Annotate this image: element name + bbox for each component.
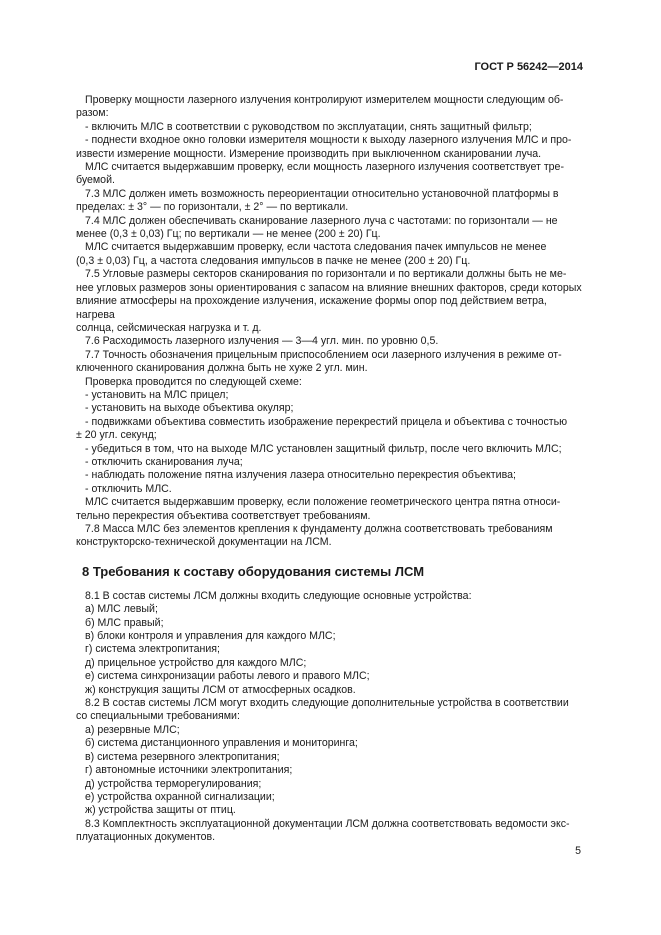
list-item: - установить на МЛС прицел;	[85, 388, 229, 401]
clause-8-2: со специальными требованиями:	[76, 710, 240, 723]
clause-7-3: пределах: ± 3° — по горизонтали, ± 2° — по вертикали.	[76, 201, 349, 214]
list-item: ж) конструкция защиты ЛСМ от атмосферных осадков.	[85, 683, 356, 696]
list-item: д) прицельное устройство для каждого МЛС;	[85, 656, 307, 669]
list-item: г) автономные источники электропитания;	[85, 764, 293, 777]
list-item: - отключить сканирования луча;	[85, 455, 243, 468]
standard-code: ГОСТ Р 56242—2014	[474, 61, 583, 73]
list-item: - поднести входное окно головки измерителя мощности к выходу лазерного излучения МЛС и про-	[85, 134, 572, 147]
list-item: б) МЛС правый;	[85, 616, 164, 629]
list-item: ± 20 угл. секунд;	[76, 429, 157, 442]
paragraph: разом:	[76, 107, 109, 120]
document-body	[76, 94, 584, 845]
list-item: - установить на выходе объектива окуляр;	[85, 402, 294, 415]
paragraph: тельно перекрестия объектива соответствует требованиям.	[76, 509, 371, 522]
clause-7-5: влияние атмосферы на прохождение излучения, искажение формы опор под действием ветра, нагрева	[76, 295, 547, 321]
page-number: 5	[575, 845, 581, 857]
list-item: а) резервные МЛС;	[85, 723, 180, 736]
clause-7-8: 7.8 Масса МЛС без элементов крепления к фундаменту должна соответствовать требованиям	[85, 523, 553, 535]
list-item: г) система электропитания;	[85, 643, 220, 656]
list-item: в) система резервного электропитания;	[85, 750, 280, 763]
list-item: б) система дистанционного управления и мониторинга;	[85, 737, 358, 750]
list-item: а) МЛС левый;	[85, 603, 158, 616]
paragraph: МЛС считается выдержавшим проверку, если мощность лазерного излучения соответствует тре-	[85, 161, 564, 174]
list-item: ж) устройства защиты от птиц.	[85, 804, 236, 817]
paragraph: Проверка проводится по следующей схеме:	[85, 375, 302, 388]
paragraph: МЛС считается выдержавшим проверку, если частота следования пачек импульсов не менее	[85, 241, 547, 254]
list-item: е) устройства охранной сигнализации;	[85, 790, 275, 803]
list-item: е) система синхронизации работы левого и правого МЛС;	[85, 670, 370, 683]
clause-7-5: солнца, сейсмическая нагрузка и т. д.	[76, 321, 262, 334]
paragraph: МЛС считается выдержавшим проверку, если положение геометрического центра пятна относи-	[85, 496, 561, 509]
list-item: - наблюдать положение пятна излучения лазера относительно перекрестия объектива;	[85, 469, 516, 482]
section-heading: 8 Требования к составу оборудования системы ЛСМ	[82, 563, 425, 579]
paragraph: буемой.	[76, 174, 115, 187]
clause-7-7: 7.7 Точность обозначения прицельным приспособлением оси лазерного излучения в режиме от-	[85, 348, 562, 361]
clause-7-4: 7.4 МЛС должен обеспечивать сканирование лазерного луча с частотами: по горизонтали — не	[85, 214, 558, 227]
clause-7-7: ключенного сканирования должна быть не хуже 2 угл. мин.	[76, 362, 368, 375]
clause-8-1: 8.1 В состав системы ЛСМ должны входить следующие основные устройства:	[85, 589, 472, 602]
paragraph: (0,3 ± 0,03) Гц, а частота следования импульсов в пачке не менее (200 ± 20) Гц.	[76, 254, 471, 267]
list-item: в) блоки контроля и управления для каждого МЛС;	[85, 630, 336, 643]
clause-7-5: 7.5 Угловые размеры секторов сканирования по горизонтали и по вертикали должны быть не ме-	[85, 268, 567, 281]
clause-8-3: плуатационных документов.	[76, 831, 216, 844]
clause-7-4: менее (0,3 ± 0,03) Гц; по вертикали — не менее (200 ± 20) Гц.	[76, 228, 381, 241]
list-item: - включить МЛС в соответствии с руководством по эксплуатации, снять защитный фильтр;	[85, 120, 532, 133]
list-item: - отключить МЛС.	[85, 482, 172, 495]
paragraph: Проверку мощности лазерного излучения контролируют измерителем мощности следующим об-	[85, 94, 564, 106]
list-item: - подвижками объектива совместить изображение перекрестий прицела и объектива с точностью	[85, 415, 568, 428]
clause-7-8: конструкторско-технической документации на ЛСМ.	[76, 536, 332, 549]
clause-8-2: 8.2 В состав системы ЛСМ могут входить следующие дополнительные устройства в соответствии	[85, 697, 569, 710]
clause-7-6: 7.6 Расходимость лазерного излучения — 3—4 угл. мин. по уровню 0,5.	[85, 335, 439, 348]
clause-7-3: 7.3 МЛС должен иметь возможность переориентации относительно установочной платформы в	[85, 187, 559, 200]
list-item: извести измерение мощности. Измерение производить при выключенном сканировании луча.	[76, 147, 542, 160]
clause-7-5: нее угловых размеров зоны ориентирования с запасом на влияние внешних факторов, среди которых	[76, 281, 582, 294]
clause-8-3: 8.3 Комплектность эксплуатационной документации ЛСМ должна соответствовать ведомости экс-	[85, 817, 570, 830]
list-item: д) устройства терморегулирования;	[85, 777, 262, 790]
list-item: - убедиться в том, что на выходе МЛС установлен защитный фильтр, после чего включить МЛС;	[85, 442, 562, 455]
